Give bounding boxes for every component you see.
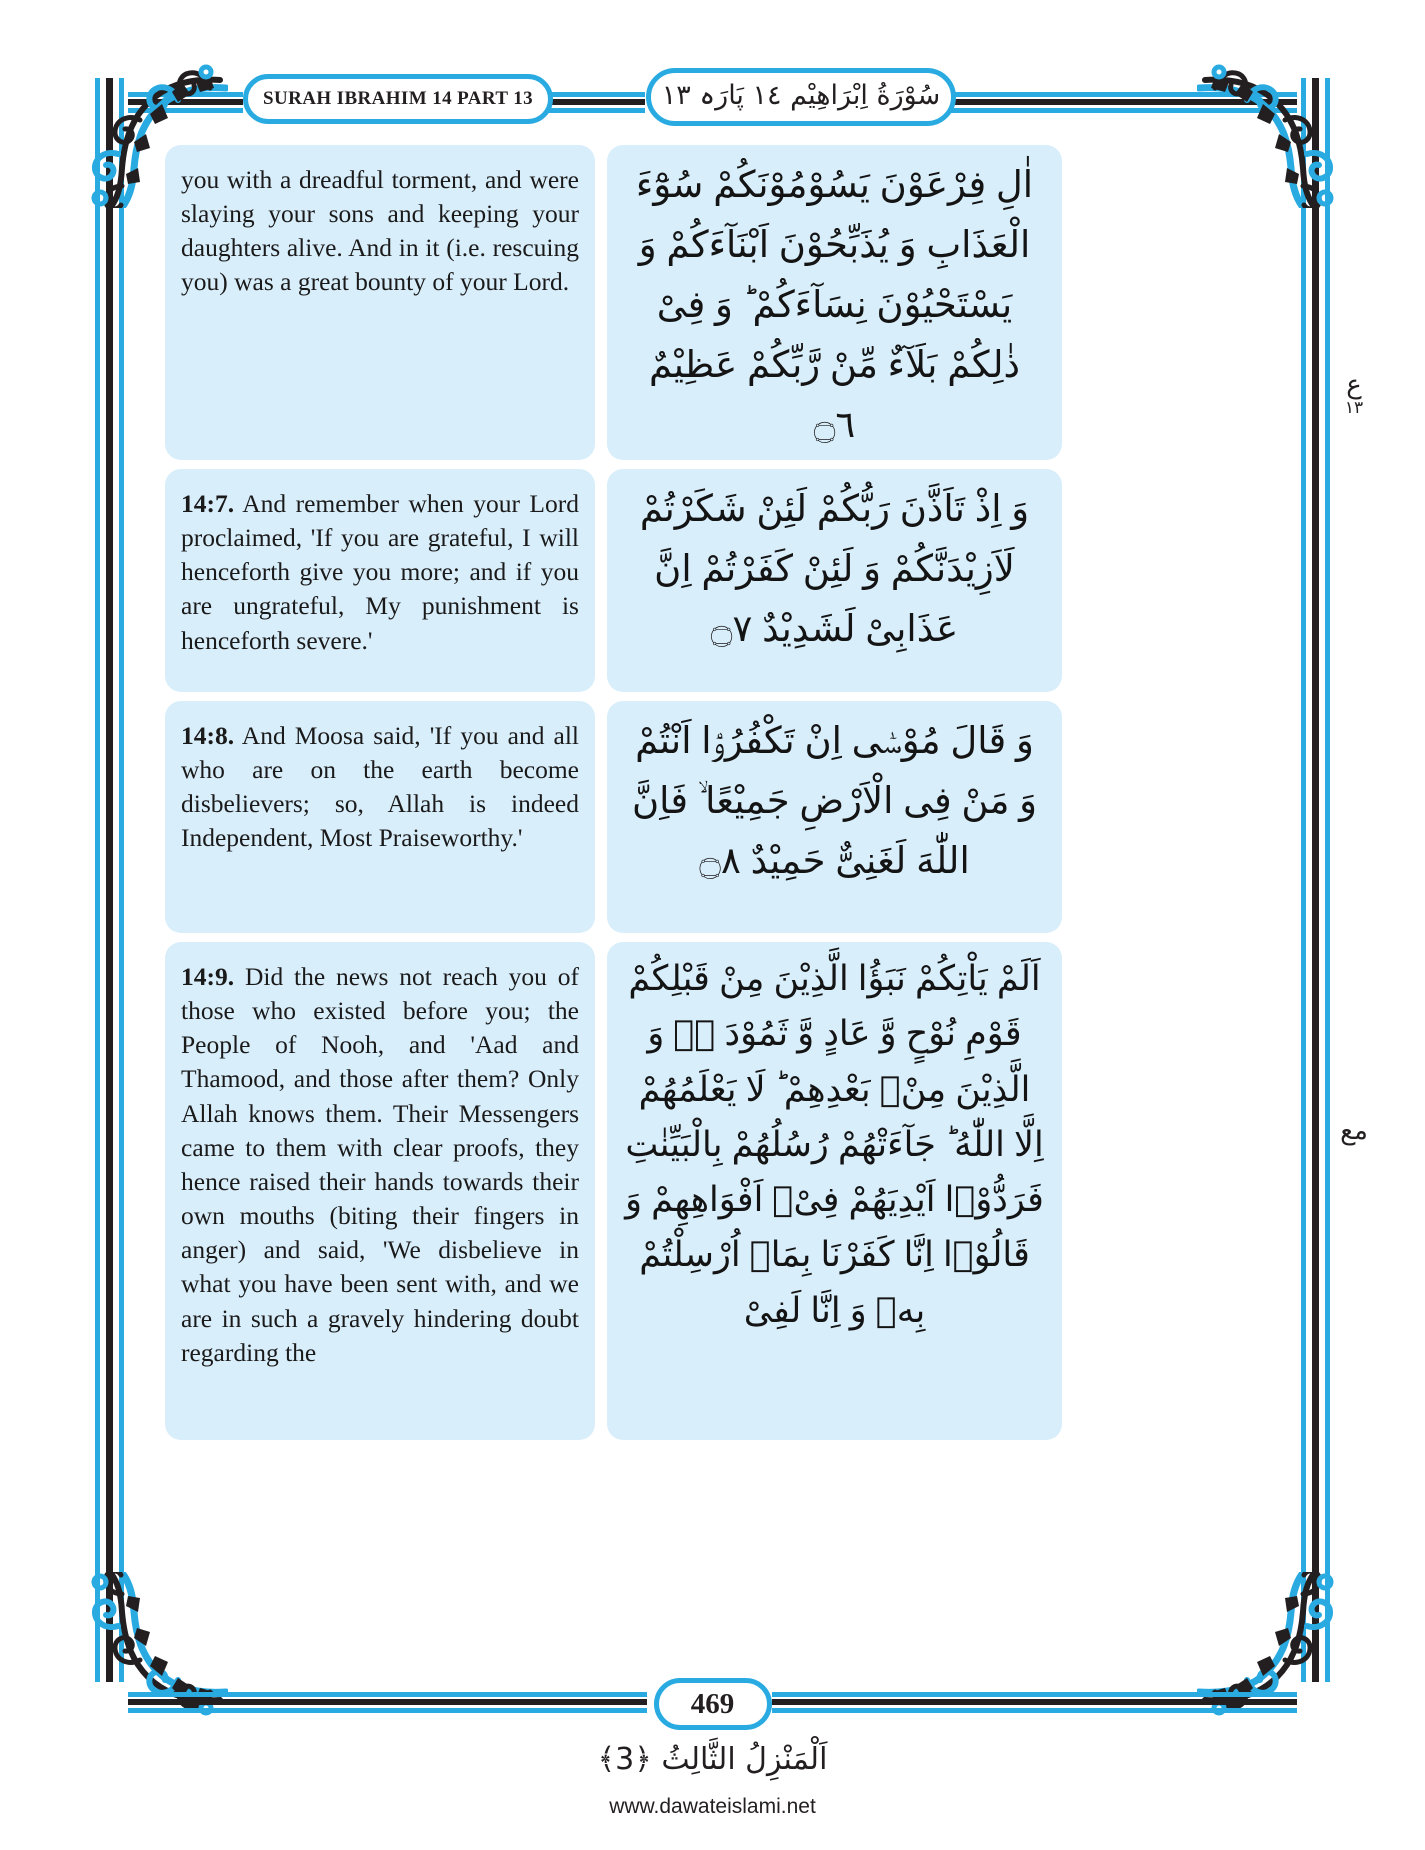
page-number: 469 (690, 1687, 735, 1720)
verse-number: 14:8. (181, 721, 235, 750)
ruku-symbol: مع (1340, 1116, 1368, 1146)
page-number-pill (654, 1678, 772, 1730)
translation-cell (165, 701, 595, 933)
verse-row (165, 701, 1165, 933)
footer-rule-right-blue-top (772, 1692, 1297, 1697)
arabic-cell (607, 145, 1062, 460)
ruku-number: ١٣ (1344, 398, 1364, 419)
verse-row (165, 145, 1165, 460)
arabic-cell (607, 469, 1062, 692)
header-rule-mid-blue-bottom (548, 108, 645, 113)
ruku-marker-2 (1331, 1118, 1377, 1145)
manzil-label: اَلْمَنْزِلُ الثَّالِثُ ﴿3﴾ (597, 1742, 828, 1777)
corner-ornament-top-right (1197, 58, 1347, 208)
translation-text: you with a dreadful torment, and were slaying your sons and keeping your daughters alive. And in it (i.e. rescuing you) was a great bounty of your Lord. (181, 165, 579, 297)
verse-grid (165, 145, 1165, 1440)
translation-text (181, 487, 579, 658)
translation-body: And remember when your Lord proclaimed, 'If you are grateful, I will henceforth give you more; and if you are ungrateful, My punishment is henceforth severe.' (181, 489, 579, 655)
arabic-text: اٰلِ فِرْعَوْنَ يَسُوْمُوْنَكُمْ سُوْٓءَ الْعَذَابِ وَ يُذَبِّحُوْنَ اَبْنَآءَكُمْ وَ يَسْتَحْيُوْنَ نِسَآءَكُمْ ؕ وَ فِىْ ذٰلِكُمْ بَلَآءٌ مِّنْ رَّبِّكُمْ عَظِيْمٌ ۝٦ (635, 163, 1034, 446)
translation-cell (165, 469, 595, 692)
translation-cell (165, 942, 595, 1440)
arabic-cell (607, 701, 1062, 933)
surah-title-pill (243, 74, 553, 124)
verse-number: 14:7. (181, 489, 235, 518)
translation-body: Did the news not reach you of those who existed before you; the People of Nooh, and 'Aad and Thamood, and those after them? Only Allah knows them. Their Messengers came to them with clear proofs, they hence raised their hands towards their own mouths (biting their fingers in anger) and said, 'We disbelieve in what you have been sent with, and we are in such a gravely hindering doubt regarding the (181, 962, 579, 1367)
verse-row (165, 469, 1165, 692)
translation-text (181, 719, 579, 856)
footer-rule-left-blue-bottom (128, 1708, 647, 1713)
ruku-symbol: ع (1346, 370, 1362, 400)
arabic-text: وَ اِذْ تَاَذَّنَ رَبُّكُمْ لَئِنْ شَكَرْتُمْ لَاَزِيْدَنَّكُمْ وَ لَئِنْ كَفَرْتُمْ اِنَّ عَذَابِىْ لَشَدِيْدٌ ۝٧ (639, 487, 1030, 650)
footer-rule-left-black (128, 1699, 647, 1705)
site-url-label: www.dawateislami.net (609, 1795, 816, 1818)
header-rule-mid-blue-top (548, 92, 645, 97)
footer-rule-right-black (772, 1699, 1297, 1705)
arabic-text: وَ قَالَ مُوْسٰۤى اِنْ تَكْفُرُوْۤا اَنْتُمْ وَ مَنْ فِى الْاَرْضِ جَمِيْعًا ۙ فَاِنَّ اللّٰهَ لَغَنِىٌّ حَمِيْدٌ ۝٨ (631, 719, 1038, 882)
translation-text (181, 960, 579, 1370)
arabic-text: اَلَمْ يَاْتِكُمْ نَبَؤُا الَّذِيْنَ مِنْ قَبْلِكُمْ قَوْمِ نُوْحٍ وَّ عَادٍ وَّ ثَمُوْدَ ۚ۬ وَ الَّذِيْنَ مِنْۢ بَعْدِهِمْ ؕ لَا يَعْلَمُهُمْ اِلَّا اللّٰهُ ؕ جَآءَتْهُمْ رُسُلُهُمْ بِالْبَيِّنٰتِ فَرَدُّوْۤا اَيْدِيَهُمْ فِىْۤ اَفْوَاهِهِمْ وَ قَالُوْۤا اِنَّا كَفَرْنَا بِمَاۤ اُرْسِلْتُمْ بِهٖ وَ اِنَّا لَفِىْ (625, 959, 1044, 1331)
verse-row (165, 942, 1165, 1440)
translation-body: And Moosa said, 'If you and all who are on the earth become disbelievers; so, Allah is indeed Independent, Most Praiseworthy.' (181, 721, 580, 853)
surah-title-label: SURAH IBRAHIM 14 PART 13 (262, 88, 534, 109)
ruku-marker-1 (1331, 372, 1377, 418)
surah-arabic-pill (646, 68, 956, 126)
footer-rule-left-blue-top (128, 1692, 647, 1697)
verse-number: 14:9. (181, 962, 235, 991)
footer-rule-right-blue-bottom (772, 1708, 1297, 1713)
translation-cell (165, 145, 595, 460)
surah-arabic-label: سُوْرَةُ اِبْرَاهِيْم ١٤ پَارَہ ١٣ (661, 79, 941, 111)
header-rule-mid-black (548, 99, 645, 105)
arabic-cell (607, 942, 1062, 1440)
